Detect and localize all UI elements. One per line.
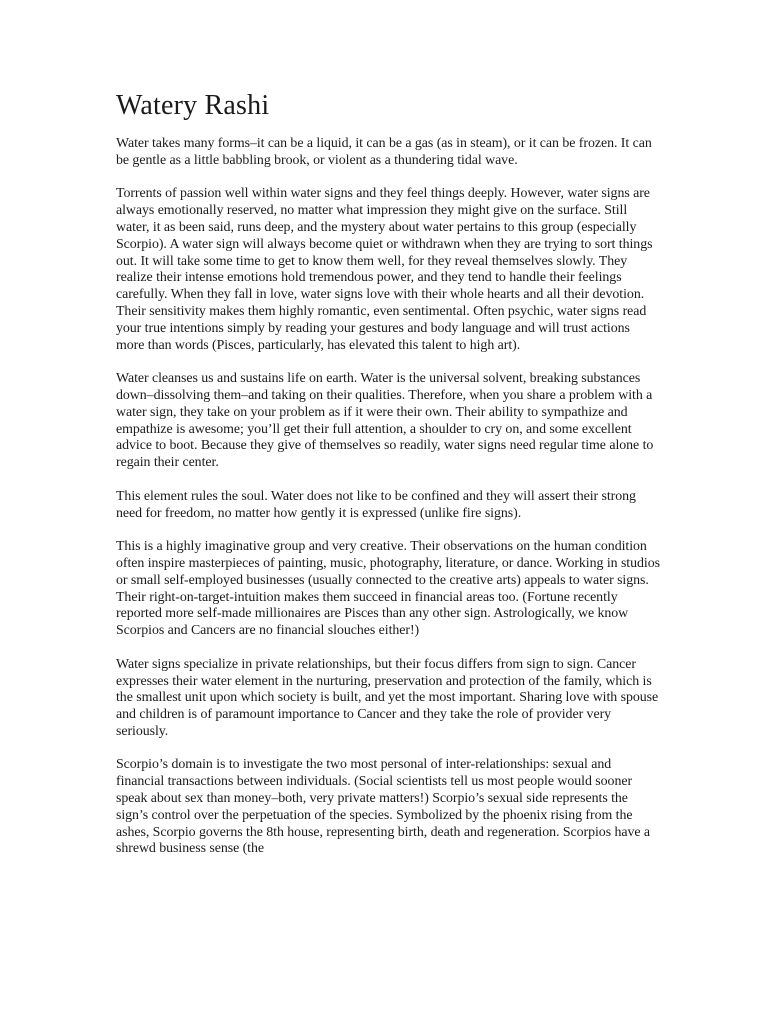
paragraph-relationships: Water signs specialize in private relationships, but their focus differs from sign to sign. Cancer expresses their water element in the nurturing, preservation and protection of the family, which is the smallest unit upon which society is built, and yet the most important. Sharing love with spouse and children is of paramount importance to Cancer and they take the role of provider very seriously. [116, 656, 659, 739]
paragraph-soul: This element rules the soul. Water does not like to be confined and they will assert their strong need for freedom, no matter how gently it is expressed (unlike fire signs). [116, 488, 636, 521]
paragraph-scorpio: Scorpio’s domain is to investigate the two most personal of inter-relationships: sexual and financial transactions between individuals. (Social scientists tell us most people would sooner speak about sex than money–both, very private matters!) Scorpio’s sexual side represents the sign’s control over the perpetuation of the species. Symbolized by the phoenix rising from the ashes, Scorpio governs the 8th house, representing birth, death and regeneration. Scorpios have a shrewd business sense (the [116, 757, 651, 857]
paragraph-passion: Torrents of passion well within water signs and they feel things deeply. However, water signs are always emotionally reserved, no matter what impression they might give on the surface. Still water, it as been said, runs deep, and the mystery about water pertains to this group (especially Scorpio). A water sign will always become quiet or withdrawn when they are trying to sort things out. It will take some time to get to know them well, for they reveal themselves slowly. They realize their intense emotions hold tremendous power, and they tend to handle their feelings carefully. When they fall in love, water signs love with their whole hearts and all their devotion. Their sensitivity makes them highly romantic, even sentimental. Often psychic, water signs read your true intentions simply by reading your gestures and body language and will trust actions more than words (Pisces, particularly, has elevated this talent to high art). [116, 186, 653, 353]
document-page [116, 90, 661, 875]
document-title: Watery Rashi [116, 90, 270, 121]
paragraph-water-forms: Water takes many forms–it can be a liquid, it can be a gas (as in steam), or it can be frozen. It can be gentle as a little babbling brook, or violent as a thundering tidal wave. [116, 136, 652, 168]
paragraph-creative: This is a highly imaginative group and very creative. Their observations on the human condition often inspire masterpieces of painting, music, photography, literature, or dance. Working in studios or small self-employed businesses (usually connected to the creative arts) appeals to water signs. Their right-on-target-intuition makes them succeed in financial areas too. (Fortune recently reported more self-made millionaires are Pisces than any other sign. Astrologically, we know Scorpios and Cancers are no financial slouches either!) [116, 539, 660, 639]
paragraph-cleanses: Water cleanses us and sustains life on earth. Water is the universal solvent, breaking substances down–dissolving them–and taking on their qualities. Therefore, when you share a problem with a water sign, they take on your problem as if it were their own. Their ability to sympathize and empathize is awesome; you’ll get their full attention, a shoulder to cry on, and some excellent advice to boot. Because they give of themselves so readily, water signs need regular time alone to regain their center. [116, 371, 654, 471]
